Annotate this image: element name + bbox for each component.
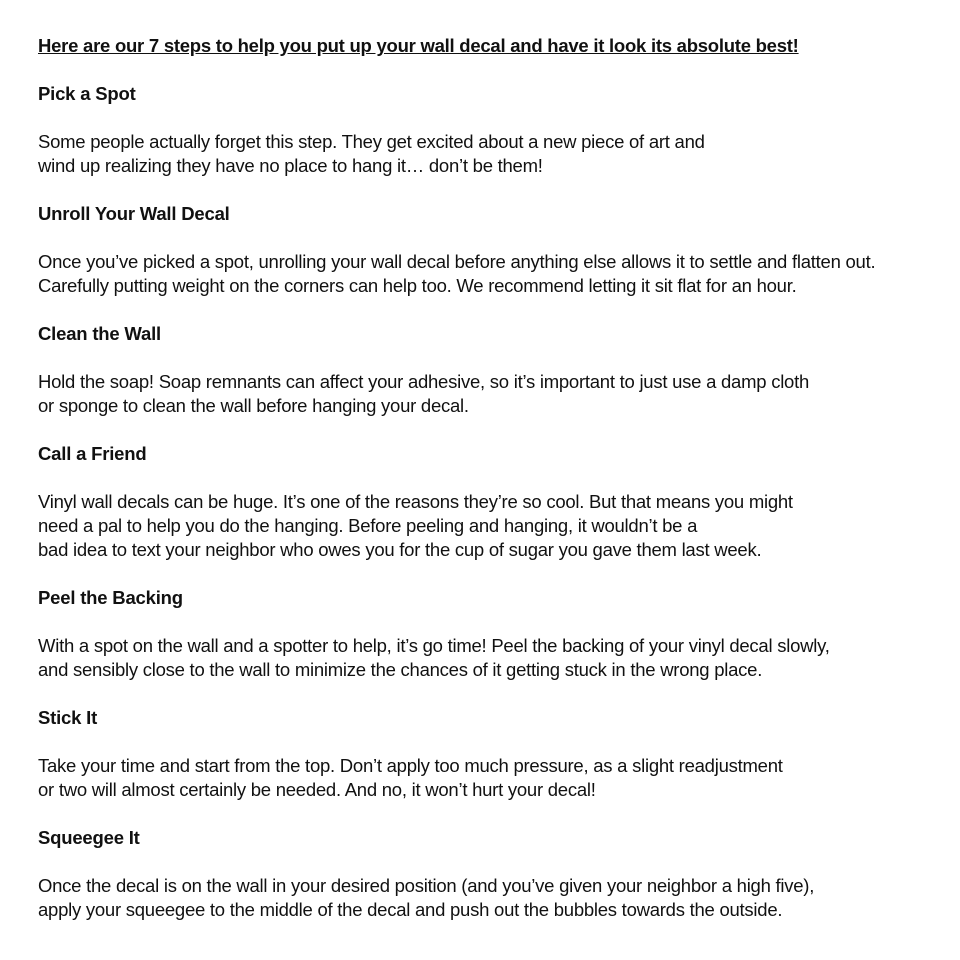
step-body-line: or two will almost certainly be needed. And no, it won’t hurt your decal! bbox=[38, 779, 596, 800]
step-section bbox=[38, 442, 940, 562]
step-body-line: Hold the soap! Soap remnants can affect your adhesive, so it’s important to just use a damp cloth bbox=[38, 371, 810, 392]
step-body-line: Some people actually forget this step. They get excited about a new piece of art and bbox=[38, 131, 705, 152]
step-body-line: need a pal to help you do the hanging. Before peeling and hanging, it wouldn’t be a bbox=[38, 515, 698, 536]
step-body-line: Take your time and start from the top. Don’t apply too much pressure, as a slight readjustment bbox=[38, 755, 783, 776]
step-body-line: apply your squeegee to the middle of the decal and push out the bubbles towards the outside. bbox=[38, 899, 783, 920]
step-body bbox=[38, 490, 940, 562]
step-body-line: and sensibly close to the wall to minimize the chances of it getting stuck in the wrong place. bbox=[38, 659, 763, 680]
step-section bbox=[38, 82, 940, 178]
step-title: Squeegee It bbox=[38, 827, 140, 848]
step-body-line: or sponge to clean the wall before hanging your decal. bbox=[38, 395, 469, 416]
step-title: Call a Friend bbox=[38, 443, 147, 464]
step-body-line: Carefully putting weight on the corners can help too. We recommend letting it sit flat for an hour. bbox=[38, 275, 797, 296]
step-body-line: With a spot on the wall and a spotter to help, it’s go time! Peel the backing of your vinyl decal slowly, bbox=[38, 635, 830, 656]
step-body-line: wind up realizing they have no place to hang it… don’t be them! bbox=[38, 155, 543, 176]
step-body-line: Once you’ve picked a spot, unrolling your wall decal before anything else allows it to settle and flatten out. bbox=[38, 251, 876, 272]
intro-heading: Here are our 7 steps to help you put up your wall decal and have it look its absolute best! bbox=[38, 35, 799, 56]
step-body bbox=[38, 370, 940, 418]
step-body bbox=[38, 874, 940, 922]
step-section bbox=[38, 322, 940, 418]
step-title: Unroll Your Wall Decal bbox=[38, 203, 230, 224]
step-body-line: Vinyl wall decals can be huge. It’s one of the reasons they’re so cool. But that means you might bbox=[38, 491, 793, 512]
step-body bbox=[38, 250, 940, 298]
step-section bbox=[38, 826, 940, 922]
step-section bbox=[38, 202, 940, 298]
step-body-line: bad idea to text your neighbor who owes you for the cup of sugar you gave them last week. bbox=[38, 539, 762, 560]
step-body-line: Once the decal is on the wall in your desired position (and you’ve given your neighbor a high five), bbox=[38, 875, 815, 896]
step-body bbox=[38, 754, 940, 802]
step-title: Clean the Wall bbox=[38, 323, 161, 344]
step-section bbox=[38, 706, 940, 802]
step-section bbox=[38, 586, 940, 682]
step-title: Peel the Backing bbox=[38, 587, 183, 608]
step-title: Pick a Spot bbox=[38, 83, 136, 104]
step-title: Stick It bbox=[38, 707, 98, 728]
step-body bbox=[38, 130, 940, 178]
step-body bbox=[38, 634, 940, 682]
